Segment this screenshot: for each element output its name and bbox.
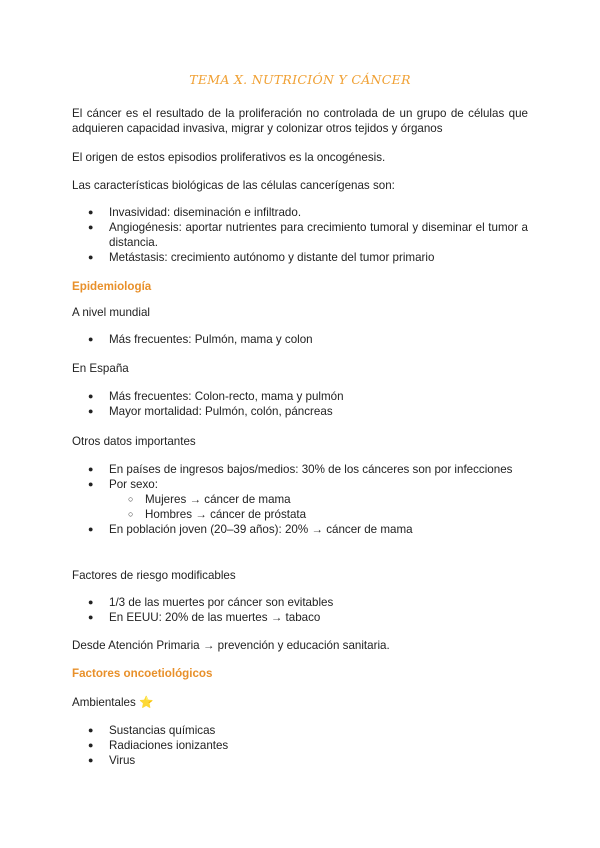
list-item: ● Invasividad: diseminación e infiltrado. [72,205,528,220]
list-item: ● Angiogénesis: aportar nutrientes para crecimiento tumoral y diseminar el tumor a distancia. [72,220,528,250]
list-item: ● Mayor mortalidad: Pulmón, colón, páncreas [72,404,528,419]
list-item: ● En países de ingresos bajos/medios: 30% de los cánceres son por infecciones [72,462,528,477]
list-item: ● Metástasis: crecimiento autónomo y distante del tumor primario [72,250,528,265]
subheading-ambientales [72,695,528,710]
list-item: ● Radiaciones ionizantes [72,738,528,753]
list-item: ○ Hombres → cáncer de próstata [72,507,528,522]
mundial-list [72,332,528,347]
ambientales-list [72,723,528,768]
page-title: TEMA X. NUTRICIÓN Y CÁNCER [189,72,411,87]
list-item: ● En población joven (20–39 años): 20% → cáncer de mama [72,522,528,537]
list-item: ● Más frecuentes: Colon-recto, mama y pulmón [72,389,528,404]
list-item: ● 1/3 de las muertes por cáncer son evitables [72,595,528,610]
list-item: ● En EEUU: 20% de las muertes → tabaco [72,610,528,625]
ambientales-label: Ambientales [72,696,136,709]
oncogenesis-paragraph: El origen de estos episodios proliferativos es la oncogénesis. [72,151,386,164]
list-item: ● Más frecuentes: Pulmón, mama y colon [72,332,528,347]
subheading-riesgo: Factores de riesgo modificables [72,569,236,582]
star-icon: ⭐ [139,696,154,709]
list-item: ● Virus [72,753,528,768]
atencion-primaria-text: Desde Atención Primaria → prevención y educación sanitaria. [72,639,390,652]
riesgo-list [72,595,528,625]
otros-list [72,462,528,537]
subheading-otros: Otros datos importantes [72,435,196,448]
intro-paragraph: El cáncer es el resultado de la proliferación no controlada de un grupo de células que adquieren capacidad invasiva, migrar y colonizar otros tejidos y órganos [72,107,528,135]
section-heading-factores: Factores oncoetiológicos [72,667,213,680]
espana-list [72,389,528,419]
subheading-espana: En España [72,362,129,375]
subheading-mundial: A nivel mundial [72,306,150,319]
list-item: ○ Mujeres → cáncer de mama [72,492,528,507]
characteristics-list [72,205,528,265]
section-heading-epidemiologia: Epidemiología [72,280,152,293]
characteristics-intro: Las características biológicas de las células cancerígenas son: [72,179,395,192]
list-item: ● Sustancias químicas [72,723,528,738]
list-item: ● Por sexo: [72,477,528,492]
